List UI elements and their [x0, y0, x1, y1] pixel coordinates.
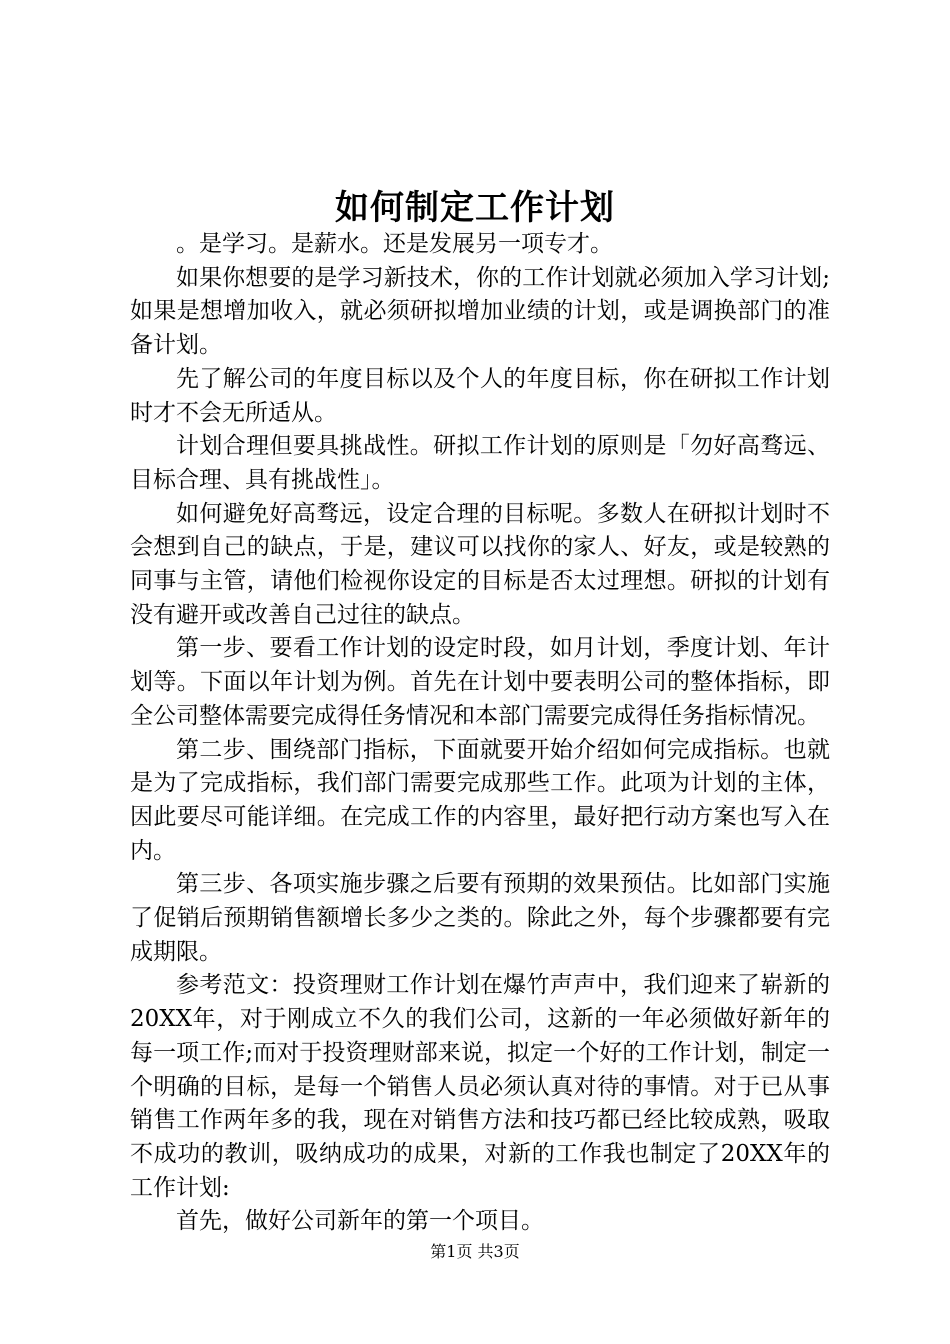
- paragraph: 第二步、围绕部门指标，下面就要开始介绍如何完成指标。也就是为了完成指标，我们部门需要完成那些工作。此项为计划的主体，因此要尽可能详细。在完成工作的内容里，最好把行动方案也写入在内。: [130, 736, 830, 864]
- paragraph: 参考范文：投资理财工作计划在爆竹声声中，我们迎来了崭新的20XX年，对于刚成立不久的我们公司，这新的一年必须做好新年的每一项工作;而对于投资理财部来说，拟定一个好的工作计划，制定一个明确的目标，是每一个销售人员必须认真对待的事情。对于已从事销售工作两年多的我，现在对销售方法和技巧都已经比较成熟，吸取不成功的教训，吸纳成功的成果，对新的工作我也制定了20XX年的工作计划:: [130, 972, 830, 1201]
- paragraph: 第三步、各项实施步骤之后要有预期的效果预估。比如部门实施了促销后预期销售额增长多少之类的。除此之外，每个步骤都要有完成期限。: [130, 871, 830, 965]
- document-title: 如何制定工作计划: [335, 188, 615, 228]
- page-number-footer: 第1页 共3页: [430, 1242, 520, 1261]
- document-body: [130, 228, 830, 1239]
- paragraph: 首先，做好公司新年的第一个项目。: [176, 1208, 544, 1235]
- paragraph: 计划合理但要具挑战性。研拟工作计划的原则是「勿好高骛远、目标合理、具有挑战性」。: [130, 433, 830, 493]
- paragraph: 。是学习。是薪水。还是发展另一项专才。: [176, 231, 613, 257]
- paragraph: 如何避免好高骛远，设定合理的目标呢。多数人在研拟计划时不会想到自己的缺点，于是，建议可以找你的家人、好友，或是较熟的同事与主管，请他们检视你设定的目标是否太过理想。研拟的计划有没有避开或改善自己过往的缺点。: [130, 500, 830, 628]
- paragraph: 第一步、要看工作计划的设定时段，如月计划，季度计划、年计划等。下面以年计划为例。首先在计划中要表明公司的整体指标，即全公司整体需要完成得任务情况和本部门需要完成得任务指标情况。: [130, 635, 830, 729]
- paragraph: 如果你想要的是学习新技术，你的工作计划就必须加入学习计划;如果是想增加收入，就必须研拟增加业绩的计划，或是调换部门的准备计划。: [130, 264, 830, 359]
- paragraph: 先了解公司的年度目标以及个人的年度目标，你在研拟工作计划时才不会无所适从。: [130, 365, 830, 426]
